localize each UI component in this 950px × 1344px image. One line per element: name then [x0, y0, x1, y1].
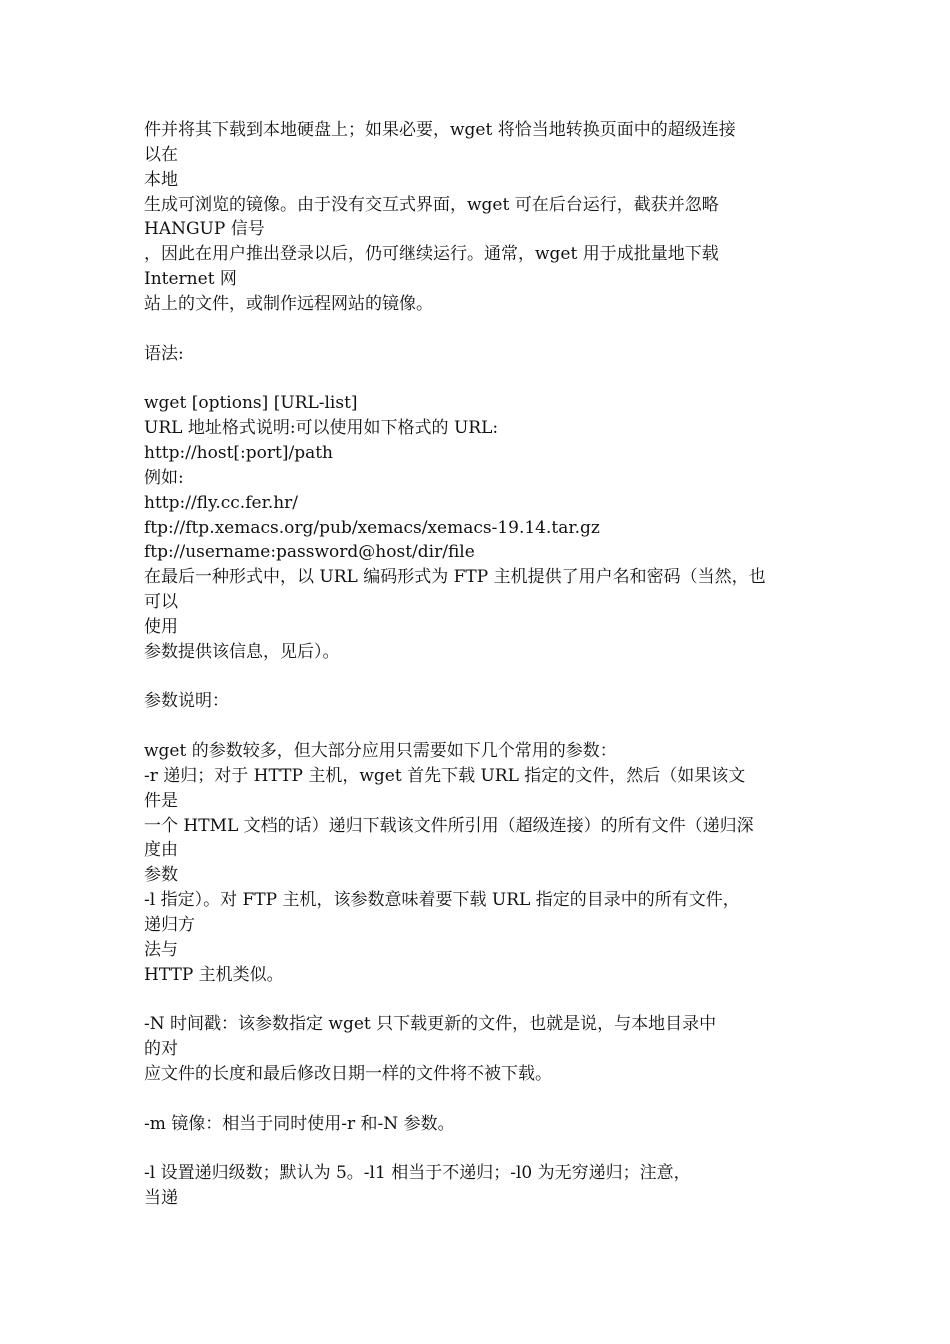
document-page	[144, 118, 824, 1211]
text-line: 本地	[144, 169, 178, 190]
text-line: 的对	[144, 1039, 178, 1060]
text-line: 生成可浏览的镜像。由于没有交互式界面，wget 可在后台运行，截获并忽略	[144, 194, 719, 215]
text-line: 件是	[144, 790, 178, 811]
text-line: 以在	[144, 144, 178, 165]
blank-line	[144, 317, 824, 342]
text-line: -m 镜像：相当于同时使用-r 和-N 参数。	[144, 1113, 455, 1134]
text-line: 参数	[144, 865, 178, 886]
text-line: -r 递归；对于 HTTP 主机，wget 首先下载 URL 指定的文件，然后（如果该文	[144, 765, 746, 786]
text-line: 参数说明：	[144, 691, 229, 712]
text-line: wget [options] [URL-list]	[144, 393, 358, 414]
text-line: -N 时间戳：该参数指定 wget 只下载更新的文件，也就是说，与本地目录中	[144, 1014, 717, 1035]
text-line: 在最后一种形式中，以 URL 编码形式为 FTP 主机提供了用户名和密码（当然，也	[144, 567, 766, 588]
text-line: URL 地址格式说明:可以使用如下格式的 URL:	[144, 418, 499, 439]
text-line: 站上的文件，或制作远程网站的镜像。	[144, 293, 433, 314]
text-line: -l 指定）。对 FTP 主机，该参数意味着要下载 URL 指定的目录中的所有文件，	[144, 890, 740, 911]
text-line: 一个 HTML 文档的话）递归下载该文件所引用（超级连接）的所有文件（递归深	[144, 815, 754, 836]
text-line: -l 设置递归级数；默认为 5。-l1 相当于不递归；-l0 为无穷递归；注意，	[144, 1163, 691, 1184]
blank-line	[144, 1137, 824, 1162]
blank-line	[144, 714, 824, 739]
text-line: http://fly.cc.fer.hr/	[144, 492, 299, 513]
blank-line	[144, 1087, 824, 1112]
text-line: Internet 网	[144, 269, 237, 290]
text-line: 使用	[144, 616, 178, 637]
text-line: ftp://username:password@host/dir/file	[144, 542, 475, 563]
text-line: wget 的参数较多，但大部分应用只需要如下几个常用的参数：	[144, 741, 617, 762]
text-line: 应文件的长度和最后修改日期一样的文件将不被下载。	[144, 1064, 552, 1085]
text-line: http://host[:port]/path	[144, 442, 334, 463]
text-line: ftp://ftp.xemacs.org/pub/xemacs/xemacs-19.14.tar.gz	[144, 517, 600, 538]
text-line: ，因此在用户推出登录以后，仍可继续运行。通常，wget 用于成批量地下载	[144, 244, 719, 265]
blank-line	[144, 988, 824, 1013]
text-line: 递归方	[144, 915, 195, 935]
text-line: 法与	[144, 939, 178, 960]
text-line: 度由	[144, 840, 178, 861]
text-line: HTTP 主机类似。	[144, 964, 284, 985]
text-line: 件并将其下载到本地硬盘上；如果必要，wget 将恰当地转换页面中的超级连接	[144, 120, 736, 140]
text-line: 可以	[144, 592, 178, 613]
blank-line	[144, 665, 824, 690]
text-line: 语法:	[144, 343, 184, 364]
blank-line	[144, 366, 824, 391]
text-line: 参数提供该信息，见后）。	[144, 641, 340, 662]
text-line: 当递	[144, 1188, 178, 1209]
text-line: HANGUP 信号	[144, 219, 265, 240]
text-line: 例如:	[144, 467, 184, 488]
